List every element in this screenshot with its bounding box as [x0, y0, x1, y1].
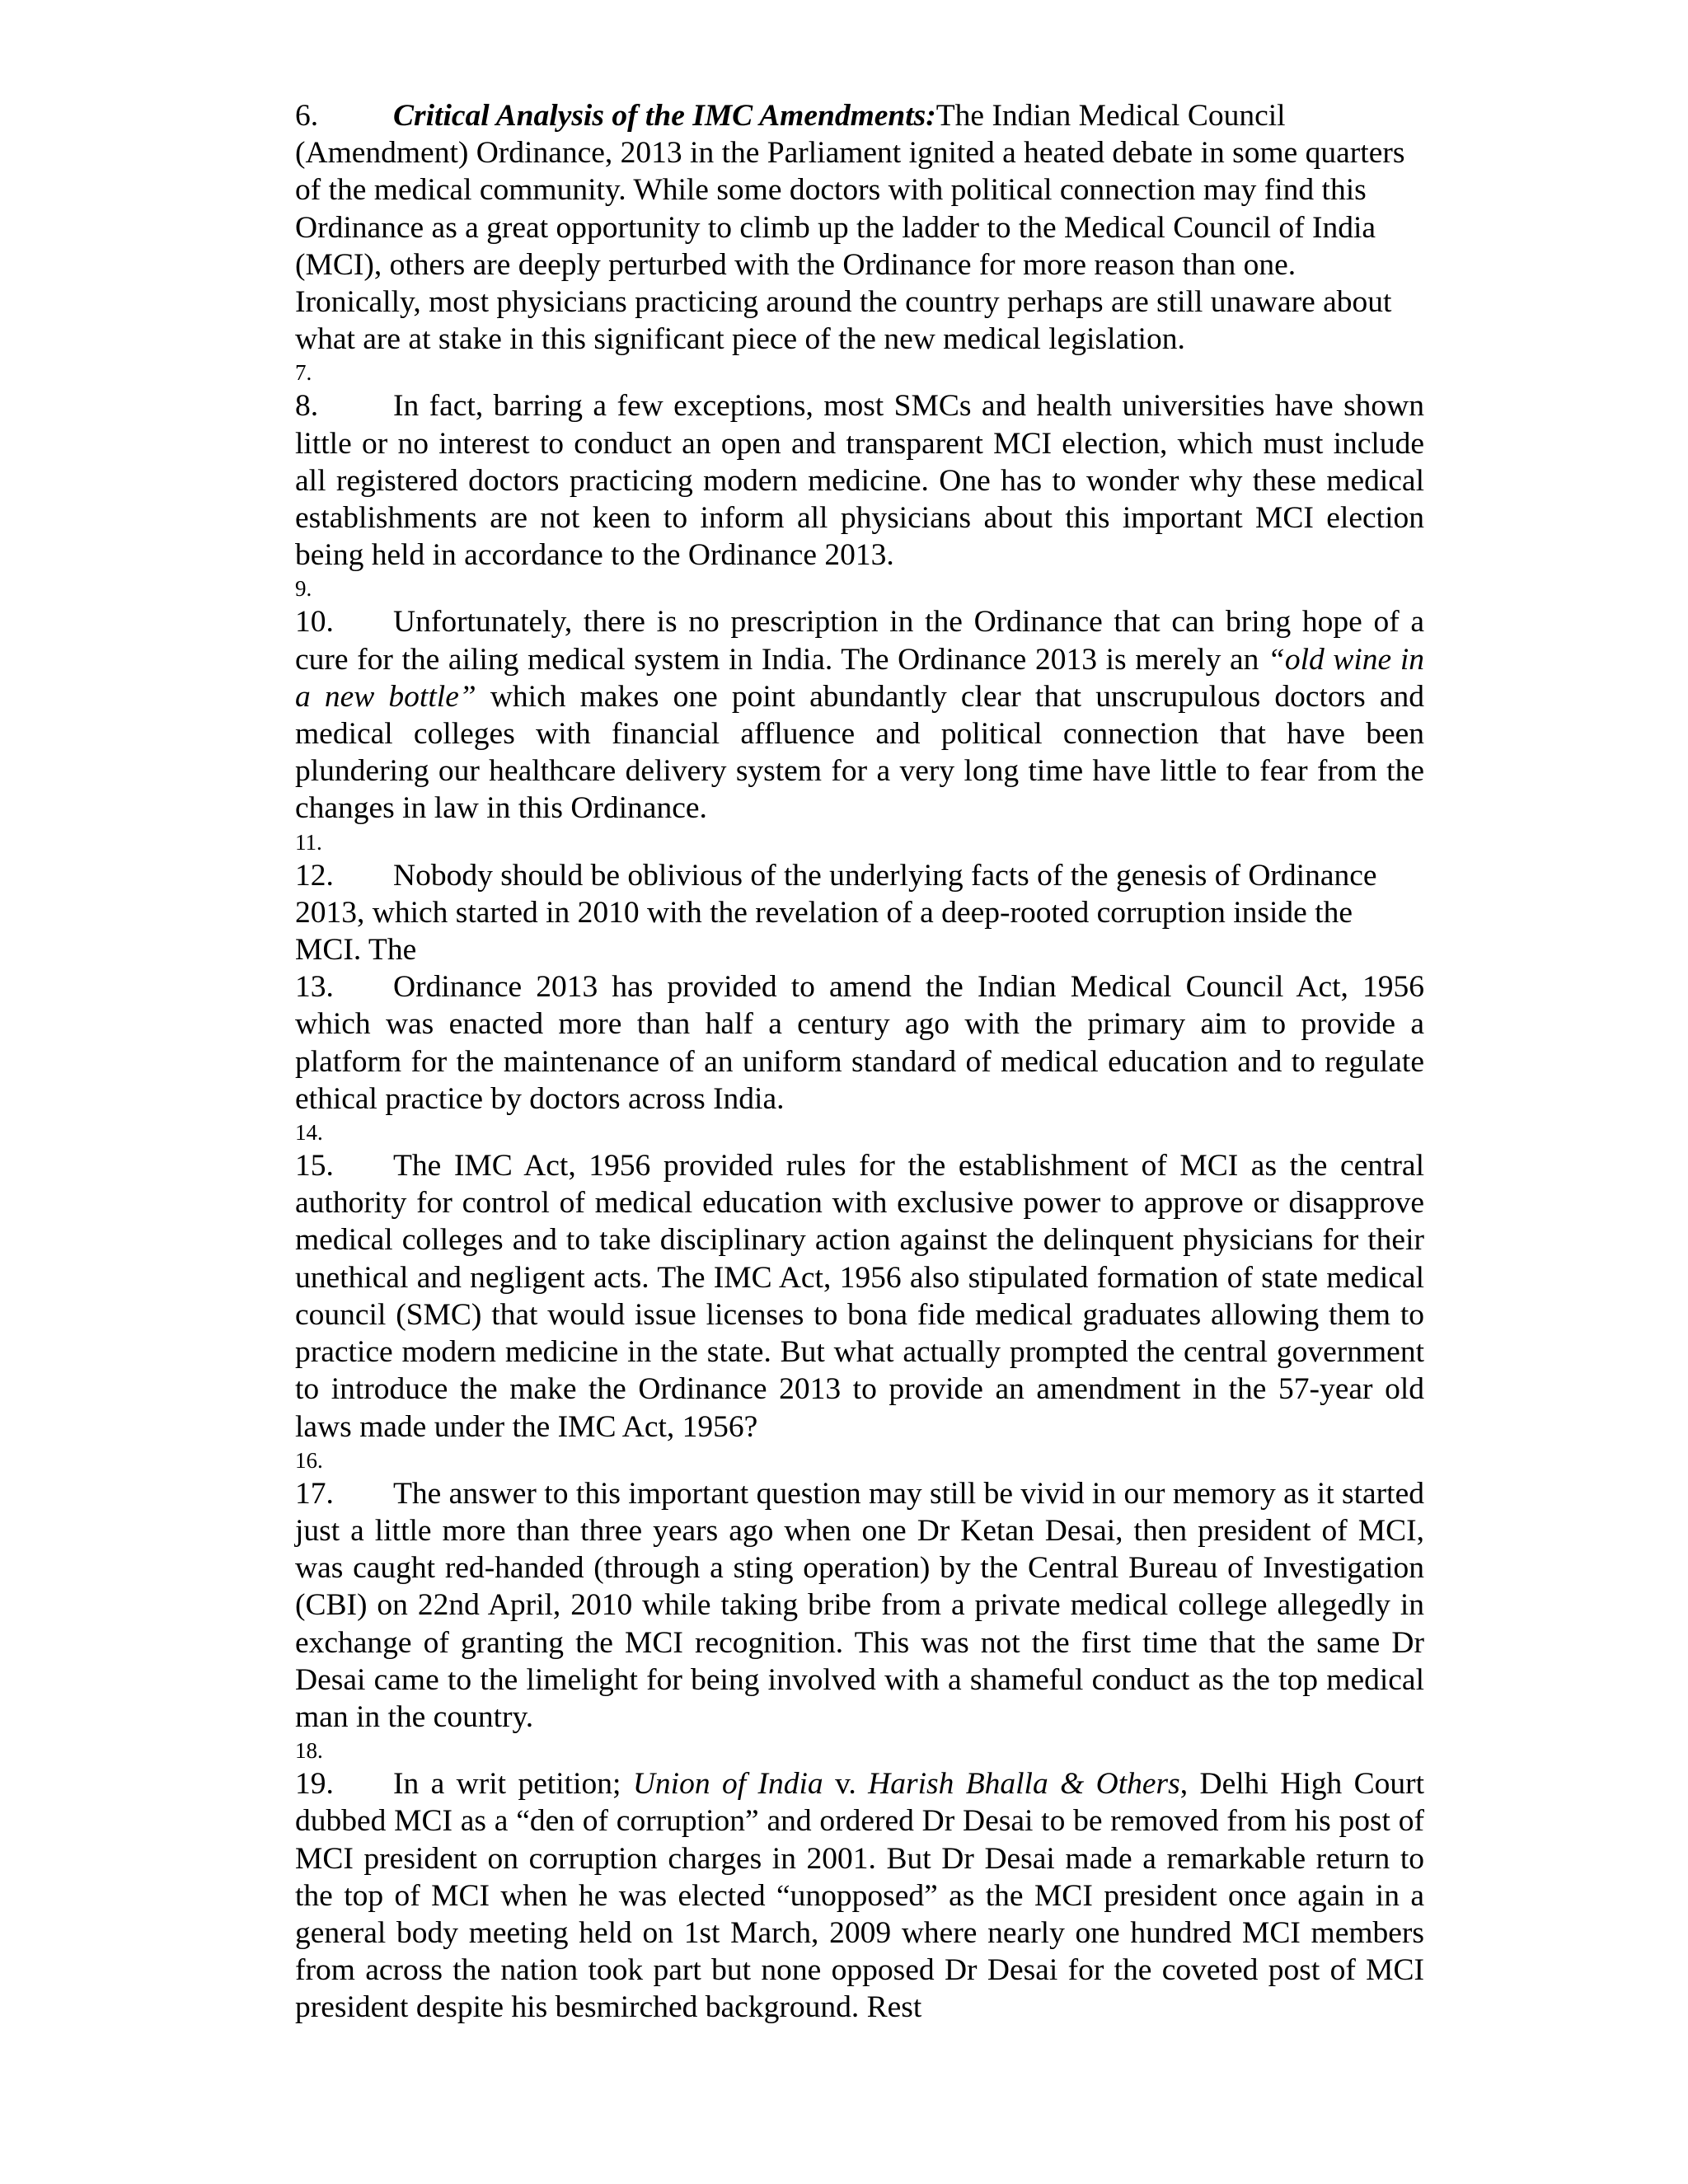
- paragraph-12: [295, 857, 1424, 969]
- paragraph-text: The answer to this important question may still be vivid in our memory as it started just a little more than three years ago when one Dr Ketan Desai, then president of MCI, was caught red-handed (through a sting operation) by the Central Bureau of Investigation (CBI) on 22nd April, 2010 while taking bribe from a private medical college allegedly in exchange of granting the MCI recognition. This was not the first time that the same Dr Desai came to the limelight for being involved with a shameful conduct as the top medical man in the country.: [295, 1476, 1424, 1734]
- paragraph-number: 13.: [295, 970, 334, 1005]
- document-body: [295, 97, 1424, 2027]
- paragraph-number: 8.: [295, 389, 319, 424]
- case-party-name: Union of India: [632, 1767, 823, 1802]
- quoted-phrase: “old wine in a new bottle”: [295, 642, 1424, 714]
- paragraph-text-versus: v.: [823, 1767, 869, 1802]
- paragraph-text: In a writ petition;: [393, 1767, 633, 1802]
- paragraph-text: Ordinance 2013 has provided to amend the Indian Medical Council Act, 1956 which was enacted more than half a century ago with the primary aim to provide a platform for the maintenance of an uniform standard of medical education and to regulate ethical practice by doctors across India.: [295, 970, 1424, 1116]
- paragraph-text-continued: , Delhi High Court dubbed MCI as a “den of corruption” and ordered Dr Desai to be removed from his post of MCI president on corruption charges in 2001. But Dr Desai made a remarkable return to the top of MCI when he was elected “unopposed” as the MCI president once again in a general body meeting held on 1st March, 2009 where nearly one hundred MCI members from across the nation took part but none opposed Dr Desai for the coveted post of MCI president despite his besmirched background. Rest: [295, 1767, 1425, 2025]
- paragraph-number: 12.: [295, 858, 334, 893]
- paragraph-text: The Indian Medical Council (Amendment) Ordinance, 2013 in the Parliament ignited a heated debate in some quarters of the medical community. While some doctors with political connection may find this Ordinance as a great opportunity to climb up the ladder to the Medical Council of India (MCI), others are deeply perturbed with the Ordinance for more reason than one. Ironically, most physicians practicing around the country perhaps are still unaware about what are at stake in this significant piece of the new medical legislation.: [295, 99, 1405, 357]
- paragraph-18: [295, 1736, 1424, 1765]
- paragraph-text: Nobody should be oblivious of the underlying facts of the genesis of Ordinance 2013, which started in 2010 with the revelation of a deep-rooted corruption inside the MCI. The: [295, 858, 1377, 968]
- paragraph-6: [295, 97, 1424, 358]
- section-heading: Critical Analysis of the IMC Amendments:: [393, 99, 936, 133]
- paragraph-15: [295, 1147, 1424, 1446]
- paragraph-number: 19.: [295, 1767, 334, 1802]
- paragraph-number: 7.: [295, 360, 312, 386]
- paragraph-19: [295, 1765, 1424, 2026]
- paragraph-7: [295, 358, 1424, 387]
- paragraph-number: 10.: [295, 605, 334, 640]
- paragraph-number: 9.: [295, 576, 312, 602]
- paragraph-11: [295, 827, 1424, 857]
- paragraph-9: [295, 574, 1424, 603]
- paragraph-number: 14.: [295, 1120, 323, 1146]
- paragraph-number: 16.: [295, 1447, 323, 1473]
- paragraph-number: 6.: [295, 99, 319, 133]
- paragraph-17: [295, 1475, 1424, 1736]
- case-party-name: Harish Bhalla & Others: [868, 1767, 1180, 1802]
- paragraph-10: [295, 603, 1424, 827]
- paragraph-number: 15.: [295, 1149, 334, 1183]
- paragraph-text: The IMC Act, 1956 provided rules for the establishment of MCI as the central authority for control of medical education with exclusive power to approve or disapprove medical colleges and to take disciplinary action against the delinquent physicians for their unethical and negligent acts. The IMC Act, 1956 also stipulated formation of state medical council (SMC) that would issue licenses to bona fide medical graduates allowing them to practice modern medicine in the state. But what actually prompted the central government to introduce the make the Ordinance 2013 to provide an amendment in the 57-year old laws made under the IMC Act, 1956?: [295, 1149, 1424, 1444]
- paragraph-16: [295, 1446, 1424, 1475]
- paragraph-14: [295, 1118, 1424, 1147]
- paragraph-number: 11.: [295, 829, 322, 855]
- paragraph-8: [295, 387, 1424, 574]
- paragraph-number: 17.: [295, 1476, 334, 1511]
- paragraph-number: 18.: [295, 1738, 323, 1764]
- paragraph-text-continued: which makes one point abundantly clear that unscrupulous doctors and medical colleges with financial affluence and political connection that have been plundering our healthcare delivery system for a very long time have little to fear from the changes in law in this Ordinance.: [295, 679, 1424, 826]
- paragraph-text: In fact, barring a few exceptions, most SMCs and health universities have shown little or no interest to conduct an open and transparent MCI election, which must include all registered doctors practicing modern medicine. One has to wonder why these medical establishments are not keen to inform all physicians about this important MCI election being held in accordance to the Ordinance 2013.: [295, 389, 1424, 573]
- paragraph-text: Unfortunately, there is no prescription in the Ordinance that can bring hope of a cure for the ailing medical system in India. The Ordinance 2013 is merely an: [295, 605, 1424, 677]
- paragraph-13: [295, 968, 1424, 1118]
